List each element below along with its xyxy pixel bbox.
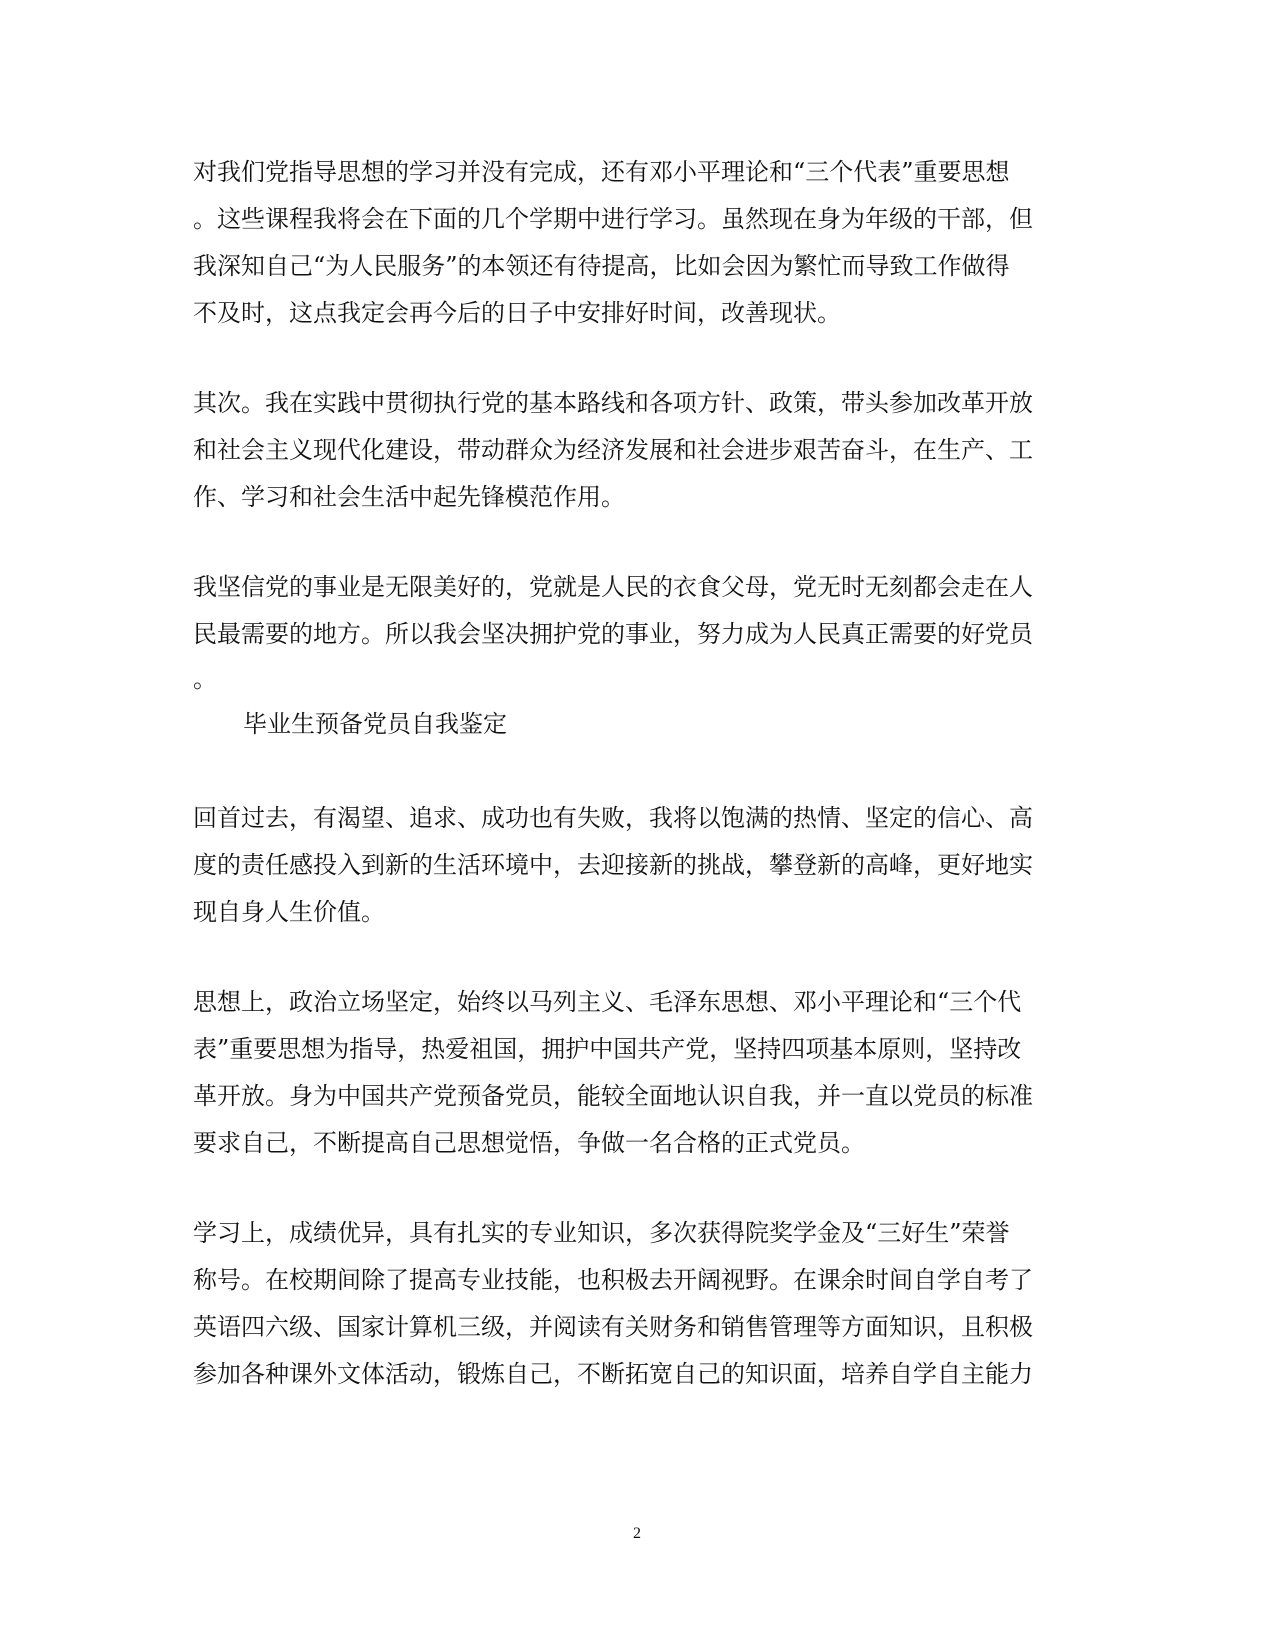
body-text-line: 我深知自己“为人民服务”的本领还有待提高，比如会因为繁忙而导致工作做得 [193,252,1010,280]
body-text-line: 参加各种课外文体活动，锻炼自己，不断拓宽自己的知识面，培养自学自主能力 [193,1360,1033,1388]
body-text-line: 英语四六级、国家计算机三级，并阅读有关财务和销售管理等方面知识，且积极 [193,1313,1033,1341]
body-text-line: 称号。在校期间除了提高专业技能，也积极去开阔视野。在课余时间自学自考了 [193,1266,1033,1294]
body-text-line: 对我们党指导思想的学习并没有完成，还有邓小平理论和“三个代表”重要思想 [193,158,1010,186]
body-text-line: 和社会主义现代化建设，带动群众为经济发展和社会进步艰苦奋斗，在生产、工 [193,436,1033,464]
page-number: 2 [633,1525,641,1542]
body-text-line: 我坚信党的事业是无限美好的，党就是人民的衣食父母，党无时无刻都会走在人 [193,573,1033,601]
body-text-line: 不及时，这点我定会再今后的日子中安排好时间，改善现状。 [193,299,841,327]
body-text-line: 现自身人生价值。 [193,898,385,926]
body-text-line: 作、学习和社会生活中起先锋模范作用。 [193,483,625,511]
body-text-line: 学习上，成绩优异，具有扎实的专业知识，多次获得院奖学金及“三好生”荣誉 [193,1219,1010,1247]
body-text-line: 回首过去，有渴望、追求、成功也有失败，我将以饱满的热情、坚定的信心、高 [193,804,1033,832]
body-text-line: 表”重要思想为指导，热爱祖国，拥护中国共产党，坚持四项基本原则，坚持改 [193,1035,1022,1063]
section-heading: 毕业生预备党员自我鉴定 [243,710,507,738]
body-text-line: 。这些课程我将会在下面的几个学期中进行学习。虽然现在身为年级的干部，但 [193,205,1033,233]
body-text-line: 其次。我在实践中贯彻执行党的基本路线和各项方针、政策，带头参加改革开放 [193,389,1033,417]
body-text-line: 要求自己，不断提高自己思想觉悟，争做一名合格的正式党员。 [193,1129,865,1157]
body-text-line: 民最需要的地方。所以我会坚决拥护党的事业，努力成为人民真正需要的好党员 [193,620,1033,648]
body-text-line: 思想上，政治立场坚定，始终以马列主义、毛泽东思想、邓小平理论和“三个代 [193,988,1022,1016]
body-text-line: 度的责任感投入到新的生活环境中，去迎接新的挑战，攀登新的高峰，更好地实 [193,851,1033,879]
body-text-line: 革开放。身为中国共产党预备党员，能较全面地认识自我，并一直以党员的标准 [193,1082,1033,1110]
body-text-line: 。 [193,665,217,693]
